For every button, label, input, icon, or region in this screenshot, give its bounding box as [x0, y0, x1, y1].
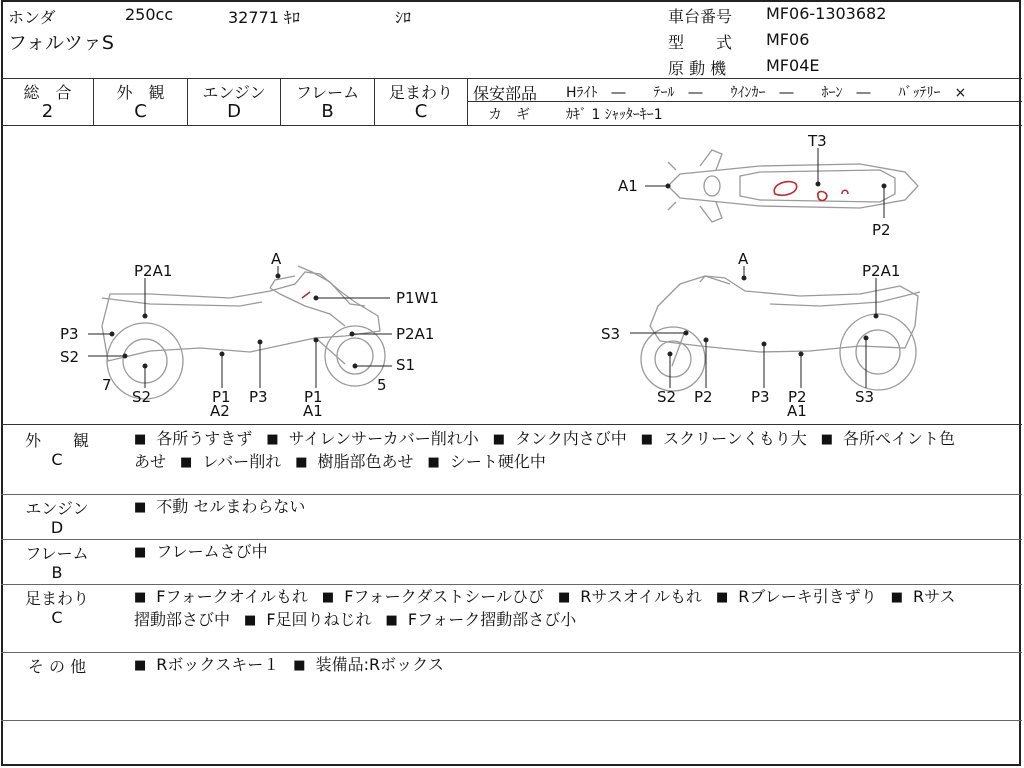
diagram-label: A1 — [618, 177, 638, 195]
diagram-label: S1 — [396, 356, 416, 374]
note-item: 装備品:Rボックス — [315, 655, 444, 674]
section-label: 外 観 — [24, 431, 89, 450]
diagram-label: S3 — [855, 388, 875, 406]
black-square-icon: ■ — [321, 590, 335, 605]
diagram-label: S2 — [657, 388, 677, 406]
note-line — [134, 586, 1014, 609]
grade-engine-label: エンジン — [202, 83, 266, 102]
black-square-icon: ■ — [134, 545, 147, 560]
diagram-label: S2 — [132, 388, 152, 406]
diagram-label: P3 — [60, 325, 79, 343]
body-color: ｼﾛ — [395, 8, 412, 27]
divider — [1, 539, 1022, 540]
top-view-icon — [668, 150, 918, 222]
note-line — [134, 496, 1014, 519]
divider — [1, 720, 1022, 721]
divider — [1, 652, 1022, 653]
section-body — [134, 496, 1014, 519]
type-value: MF06 — [766, 30, 810, 49]
section-body — [134, 654, 1014, 677]
diagram-label: P2 — [872, 221, 891, 239]
note-item: Rサス — [913, 587, 956, 606]
note-item: スクリーンくもり大 — [663, 429, 807, 448]
black-square-icon: ■ — [134, 590, 147, 605]
diagram-label: 5 — [377, 376, 387, 394]
black-square-icon: ■ — [820, 432, 834, 447]
black-square-icon: ■ — [557, 590, 571, 605]
black-square-icon: ■ — [134, 500, 147, 515]
note-item: フレームさび中 — [156, 542, 268, 561]
type-label: 型 式 — [668, 33, 733, 52]
section-grade: D — [50, 518, 64, 537]
section-label: 足まわり — [24, 589, 89, 608]
note-item: Fフォークダストシールひび — [344, 587, 544, 606]
grade-total-value: 2 — [41, 101, 54, 122]
note-item: Rボックスキー１ — [156, 655, 280, 674]
safety-label: 保安部品 — [473, 84, 538, 103]
note-item: Fフォークオイルもれ — [156, 587, 308, 606]
black-square-icon: ■ — [180, 455, 193, 470]
engine-value: MF04E — [766, 56, 820, 75]
note-item: 不動 セルまわらない — [156, 497, 306, 516]
black-square-icon: ■ — [295, 455, 308, 470]
maker: ホンダ — [8, 8, 56, 27]
grade-total-label: 総 合 — [23, 83, 72, 102]
diagram-label: S3 — [601, 325, 621, 343]
diagram-label: P1 — [304, 388, 323, 406]
grade-exterior-label: 外 観 — [116, 83, 165, 102]
safety-items: Hﾗｲﾄ ― ﾃｰﾙ ― ｳｲﾝｶｰ ― ﾎｰﾝ ― ﾊﾞｯﾃﾘｰ × — [566, 85, 967, 101]
section-body — [134, 428, 1014, 474]
black-square-icon: ■ — [492, 432, 506, 447]
key-label: カ ギ — [488, 107, 530, 123]
diagram-label: P2A1 — [134, 262, 173, 280]
frame-no-label: 車台番号 — [668, 7, 733, 26]
note-item: レバー削れ — [202, 452, 282, 471]
divider — [1, 494, 1022, 495]
note-item: Fフォーク摺動部さび小 — [407, 610, 577, 629]
black-square-icon: ■ — [715, 590, 729, 605]
damage-diagram — [0, 126, 1022, 424]
diagram-label: P1W1 — [396, 289, 439, 307]
note-item: シート硬化中 — [449, 452, 546, 471]
frame-no: MF06-1303682 — [766, 4, 887, 23]
black-square-icon: ■ — [427, 455, 440, 470]
black-square-icon: ■ — [244, 613, 257, 628]
section-label: フレーム — [25, 544, 89, 563]
note-line — [134, 654, 1014, 677]
black-square-icon: ■ — [890, 590, 904, 605]
note-item: Rサスオイルもれ — [580, 587, 702, 606]
black-square-icon: ■ — [134, 432, 147, 447]
section-grade: C — [51, 450, 63, 469]
section-label: エンジン — [25, 499, 89, 518]
black-square-icon: ■ — [134, 658, 147, 673]
black-square-icon: ■ — [266, 432, 279, 447]
grade-suspension-value: C — [414, 101, 428, 122]
grade-frame-value: B — [321, 101, 334, 122]
diagram-label: S2 — [60, 348, 80, 366]
diagram-label: A2 — [210, 402, 230, 420]
diagram-label: P2 — [788, 388, 807, 406]
divider — [467, 101, 1022, 102]
diagram-label: P2A1 — [396, 325, 435, 343]
note-item: 樹脂部色あせ — [317, 452, 414, 471]
note-item: 各所ペイント色 — [843, 429, 956, 448]
black-square-icon: ■ — [293, 658, 306, 673]
grade-frame-label: フレーム — [295, 83, 360, 102]
section-body — [134, 586, 1014, 632]
grade-suspension-label: 足まわり — [388, 83, 453, 102]
grade-exterior-value: C — [134, 101, 147, 122]
note-line — [134, 428, 1014, 451]
section-grade: B — [51, 563, 63, 582]
diagram-labels — [60, 132, 900, 420]
diagram-label: P3 — [249, 388, 268, 406]
key-value: ｶｷﾞ 1 ｼｬｯﾀｰｷｰ1 — [566, 107, 663, 123]
note-item: サイレンサーカバー削れ小 — [288, 429, 479, 448]
diagram-label: T3 — [808, 132, 827, 150]
diagram-label: 7 — [102, 376, 112, 394]
diagram-label: A — [738, 250, 749, 268]
diagram-label: P3 — [751, 388, 770, 406]
divider — [1, 424, 1022, 425]
diagram-label: P2 — [694, 388, 713, 406]
note-item: F足回りねじれ — [266, 610, 372, 629]
section-grade: C — [51, 608, 63, 627]
engine-label: 原 動 機 — [668, 59, 727, 78]
section-body — [134, 541, 1014, 564]
divider — [1, 78, 1022, 79]
left-scooter-icon — [102, 266, 385, 399]
mileage: 32771 ｷﾛ — [228, 8, 300, 27]
note-line — [134, 541, 1014, 564]
note-item: あせ — [134, 452, 167, 471]
note-item: 各所うすきず — [156, 429, 253, 448]
note-item: タンク内さび中 — [515, 429, 627, 448]
diagram-label: A — [271, 250, 282, 268]
note-line — [134, 451, 1014, 474]
displacement: 250cc — [125, 5, 174, 24]
grade-engine-value: D — [227, 101, 241, 122]
diagram-label: P1 — [212, 388, 231, 406]
divider — [1, 584, 1022, 585]
note-item: 摺動部さび中 — [134, 610, 231, 629]
diagram-label: P2A1 — [862, 262, 901, 280]
black-square-icon: ■ — [385, 613, 398, 628]
diagram-label: A1 — [787, 402, 807, 420]
note-item: Rブレーキ引きずり — [738, 587, 877, 606]
diagram-label: A1 — [303, 402, 323, 420]
note-line — [134, 609, 1014, 632]
model-name: フォルツァS — [8, 32, 114, 54]
section-label: そ の 他 — [27, 657, 87, 676]
black-square-icon: ■ — [640, 432, 654, 447]
